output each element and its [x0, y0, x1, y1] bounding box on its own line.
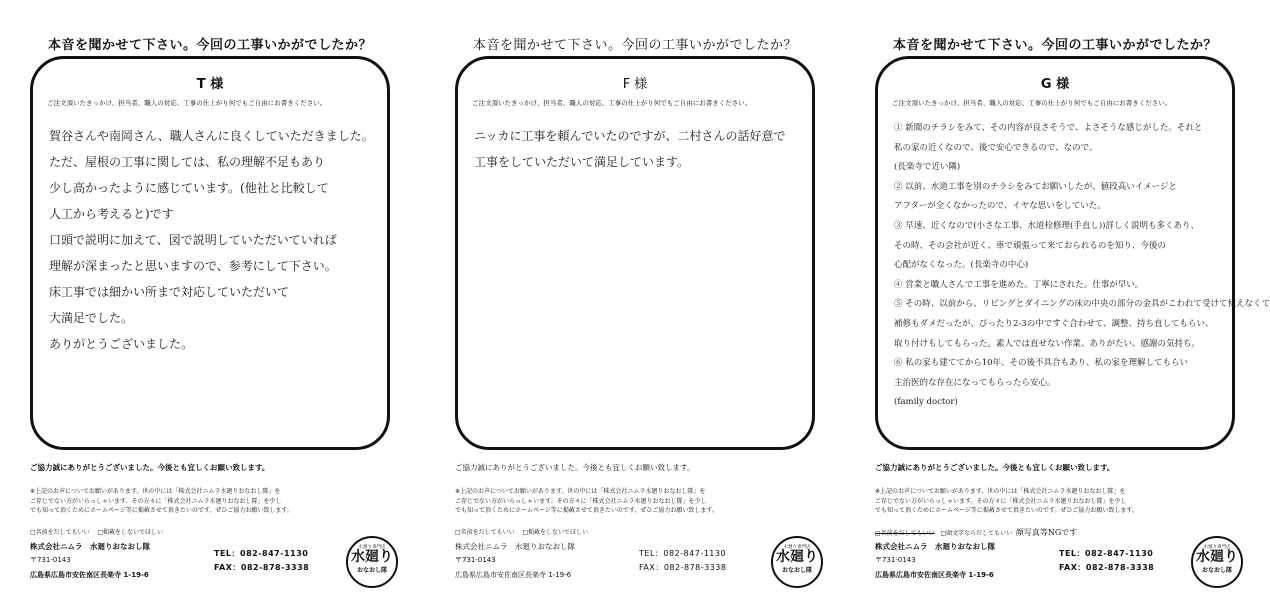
publication-options	[875, 528, 1077, 538]
company-logo	[1191, 536, 1243, 588]
phone-number: TEL：082-847-1130	[214, 549, 309, 558]
handwriting-line: 賀谷さんや南岡さん、職人さんに良くしていただきました。	[49, 129, 374, 143]
notice-line: でも知って頂くためにホームページ等に掲載させて頂きたいのです。ぜひご協力お願い致します。	[30, 507, 293, 514]
survey-sheet-g	[855, 0, 1270, 600]
handwriting-line: ② 以前、水道工事を別のチラシをみてお願いしたが、値段高いイメージと	[894, 181, 1177, 192]
comment-card	[875, 56, 1270, 450]
notice-line: ※上記のお声についてお願いがあります。世の中には「株式会社ニムラ水廻りおなおし隊」を	[30, 488, 281, 495]
notice-line: でも知って頂くためにホームページ等に掲載させて頂きたいのです。ぜひご協力お願い致します。	[875, 507, 1138, 514]
fax-number: FAX：082-878-3338	[214, 563, 310, 572]
logo-sub: おなおし隊	[781, 567, 812, 574]
company-logo	[771, 536, 823, 588]
fax-number: FAX：082-878-3338	[1059, 563, 1155, 572]
publication-options	[455, 528, 588, 537]
logo-sub: おなおし隊	[1201, 567, 1232, 574]
survey-sheet-f	[435, 0, 835, 600]
comment-card	[455, 56, 815, 450]
sheet-heading: 本音を聞かせて下さい。今回の工事いかがでしたか？	[47, 38, 372, 53]
notice-line: ご存じでない方がいらっしゃいます。その方々に「株式会社ニムラ水廻りおなおし隊」を少し	[30, 497, 282, 505]
publication-notice	[30, 487, 293, 516]
logo-main: 水廻り	[1196, 549, 1238, 565]
handwriting-line: 私の家の近くなので、後で安心できるので、なので。	[894, 142, 1098, 153]
handwriting-line: (長楽寺で近い隣)	[894, 162, 961, 173]
handwritten-comment	[894, 119, 1270, 413]
company-address: 広島県広島市安佐南区長楽寺 1-19-6	[30, 571, 149, 579]
handwriting-line: 取り付けもしてもらった。素人では直せない作業、ありがたい、感謝の気持ち。	[894, 338, 1201, 349]
notice-line: ※上記のお声についてお願いがあります。世の中には「株式会社ニムラ水廻りおなおし隊」を	[455, 488, 706, 495]
handwriting-line: 工事をしていただいて満足しています。	[474, 155, 690, 169]
logo-tagline: 水廻り専門店	[1203, 545, 1231, 550]
option-label: □頭文字ならだしてもいい	[940, 530, 1013, 537]
logo-sub: おなおし隊	[356, 567, 387, 574]
notice-line: でも知って頂くためにホームページ等に掲載させて頂きたいのです。ぜひご協力お願い致します。	[455, 507, 718, 514]
logo-tagline: 水廻り専門店	[358, 545, 386, 550]
comment-prompt: ご注文頂いたきっかけ、担当者、職人の対応、工事の仕上がり何でもご自由にお書きください。	[472, 99, 752, 107]
handwriting-line: アフターが全くなかったので、イヤな思いをしていた。	[894, 201, 1106, 212]
option-label: □名前をだしてもいい	[875, 530, 935, 537]
comment-card	[30, 56, 390, 450]
thanks-message: ご協力誠にありがとうございました。今後とも宜しくお願い致します。	[455, 463, 695, 472]
comment-prompt: ご注文頂いたきっかけ、担当者、職人の対応、工事の仕上がり何でもご自由にお書きください。	[892, 99, 1172, 107]
notice-line: ご存じでない方がいらっしゃいます。その方々に「株式会社ニムラ水廻りおなおし隊」を少し	[875, 497, 1127, 505]
notice-line: ご存じでない方がいらっしゃいます。その方々に「株式会社ニムラ水廻りおなおし隊」を少し	[455, 497, 707, 505]
handwritten-comment	[49, 123, 379, 357]
option-label: □掲載をしないでほしい	[522, 529, 588, 536]
fax-number: FAX：082-878-3338	[639, 563, 727, 572]
handwriting-line: ④ 営業と職人さんで工事を進めた。丁寧にされた。仕事が早い。	[894, 279, 1144, 290]
handwriting-line: 床工事では細かい所まで対応していただいて	[49, 285, 290, 299]
handwriting-line: ⑤ その時、以前から、リビングとダイニングの床の中央の部分の金具がこわれて受けて使えなくて	[894, 299, 1270, 310]
company-address: 広島県広島市安佐南区長楽寺 1-19-6	[875, 571, 994, 579]
notice-line: ※上記のお声についてお願いがあります。世の中には「株式会社ニムラ水廻りおなおし隊」を	[875, 488, 1126, 495]
publication-notice	[875, 487, 1138, 516]
handwriting-line: 主治医的な存在になってもらったら安心。	[894, 377, 1056, 388]
publication-notice	[455, 487, 718, 516]
option-label: □名前をだしてもいい	[455, 529, 515, 536]
handwriting-line: その時、その会社が近く、車で頑張って来ておられるのを知り、今後の	[894, 240, 1166, 251]
handwritten-option-note: 顔写真等NGです	[1015, 528, 1078, 537]
handwriting-line: ③ 早速、近くなので(小さな工事、水道栓修理(手直し))詳しく説明も多くあり、	[894, 220, 1199, 231]
handwriting-line: ニッカに工事を頼んでいたのですが、二村さんの話好意で	[474, 129, 786, 143]
handwriting-line: 人工から考えると)です	[49, 207, 174, 221]
logo-main: 水廻り	[351, 549, 393, 565]
logo-tagline: 水廻り専門店	[783, 545, 811, 550]
postal-code: 〒731-0143	[30, 556, 71, 564]
handwriting-line: ⑥ 私の家も建ててから10年、その後不具合もあり、私の家を理解してもらい	[894, 358, 1189, 369]
option-row[interactable]	[875, 528, 1077, 538]
handwriting-line: (family doctor)	[894, 397, 958, 408]
handwriting-line: 大満足でした。	[49, 311, 134, 325]
handwriting-line: 補修もダメだったが、ぴったり2-3の中ですぐ合わせて、調整、持ち直してもらい、	[894, 318, 1214, 329]
company-name: 株式会社ニムラ 水廻りおなおし隊	[875, 542, 995, 551]
survey-sheet-t	[10, 0, 410, 600]
publication-options	[30, 528, 163, 537]
comment-prompt: ご注文頂いたきっかけ、担当者、職人の対応、工事の仕上がり何でもご自由にお書きください。	[47, 99, 327, 107]
company-name: 株式会社ニムラ 水廻りおなおし隊	[30, 542, 150, 551]
handwriting-line: 理解が深まったと思いますので、参考にして下さい。	[49, 259, 337, 273]
phone-number: TEL：082-847-1130	[1059, 549, 1154, 558]
logo-main: 水廻り	[776, 549, 818, 565]
handwriting-line: 口頭で説明に加えて、図で説明していただいていれば	[49, 233, 337, 247]
company-logo	[346, 536, 398, 588]
handwriting-line: 心配がなくなった。(長楽寺の中心)	[894, 260, 1029, 271]
thanks-message: ご協力誠にありがとうございました。今後とも宜しくお願い致します。	[875, 463, 1115, 472]
customer-name: G 様	[1040, 77, 1070, 92]
customer-name: T 様	[196, 77, 224, 92]
handwriting-line: 少し高かったように感じています。(他社と比較して	[49, 181, 329, 195]
sheet-heading: 本音を聞かせて下さい。今回の工事いかがでしたか？	[472, 38, 797, 53]
handwritten-comment	[474, 123, 804, 175]
thanks-message: ご協力誠にありがとうございました。今後とも宜しくお願い致します。	[30, 463, 270, 472]
handwriting-line: ただ、屋根の工事に関しては、私の理解不足もあり	[49, 155, 326, 169]
phone-number: TEL：082-847-1130	[639, 549, 727, 558]
postal-code: 〒731-0143	[455, 556, 496, 564]
company-name: 株式会社ニムラ 水廻りおなおし隊	[455, 542, 575, 551]
company-address: 広島県広島市安佐南区長楽寺 1-19-6	[455, 571, 572, 579]
handwriting-line: ① 新聞のチラシをみて、その内容が良さそうで、よさそうな感じがした。それと	[894, 123, 1203, 133]
customer-name: F 様	[622, 77, 648, 92]
postal-code: 〒731-0143	[875, 556, 916, 564]
option-name-ok[interactable]	[455, 528, 588, 537]
option-label: □掲載をしないでほしい	[97, 529, 163, 536]
option-label: □名前をだしてもいい	[30, 529, 90, 536]
sheet-heading: 本音を聞かせて下さい。今回の工事いかがでしたか？	[892, 38, 1217, 53]
option-name-ok[interactable]	[30, 528, 163, 537]
handwriting-line: ありがとうございました。	[49, 337, 194, 351]
